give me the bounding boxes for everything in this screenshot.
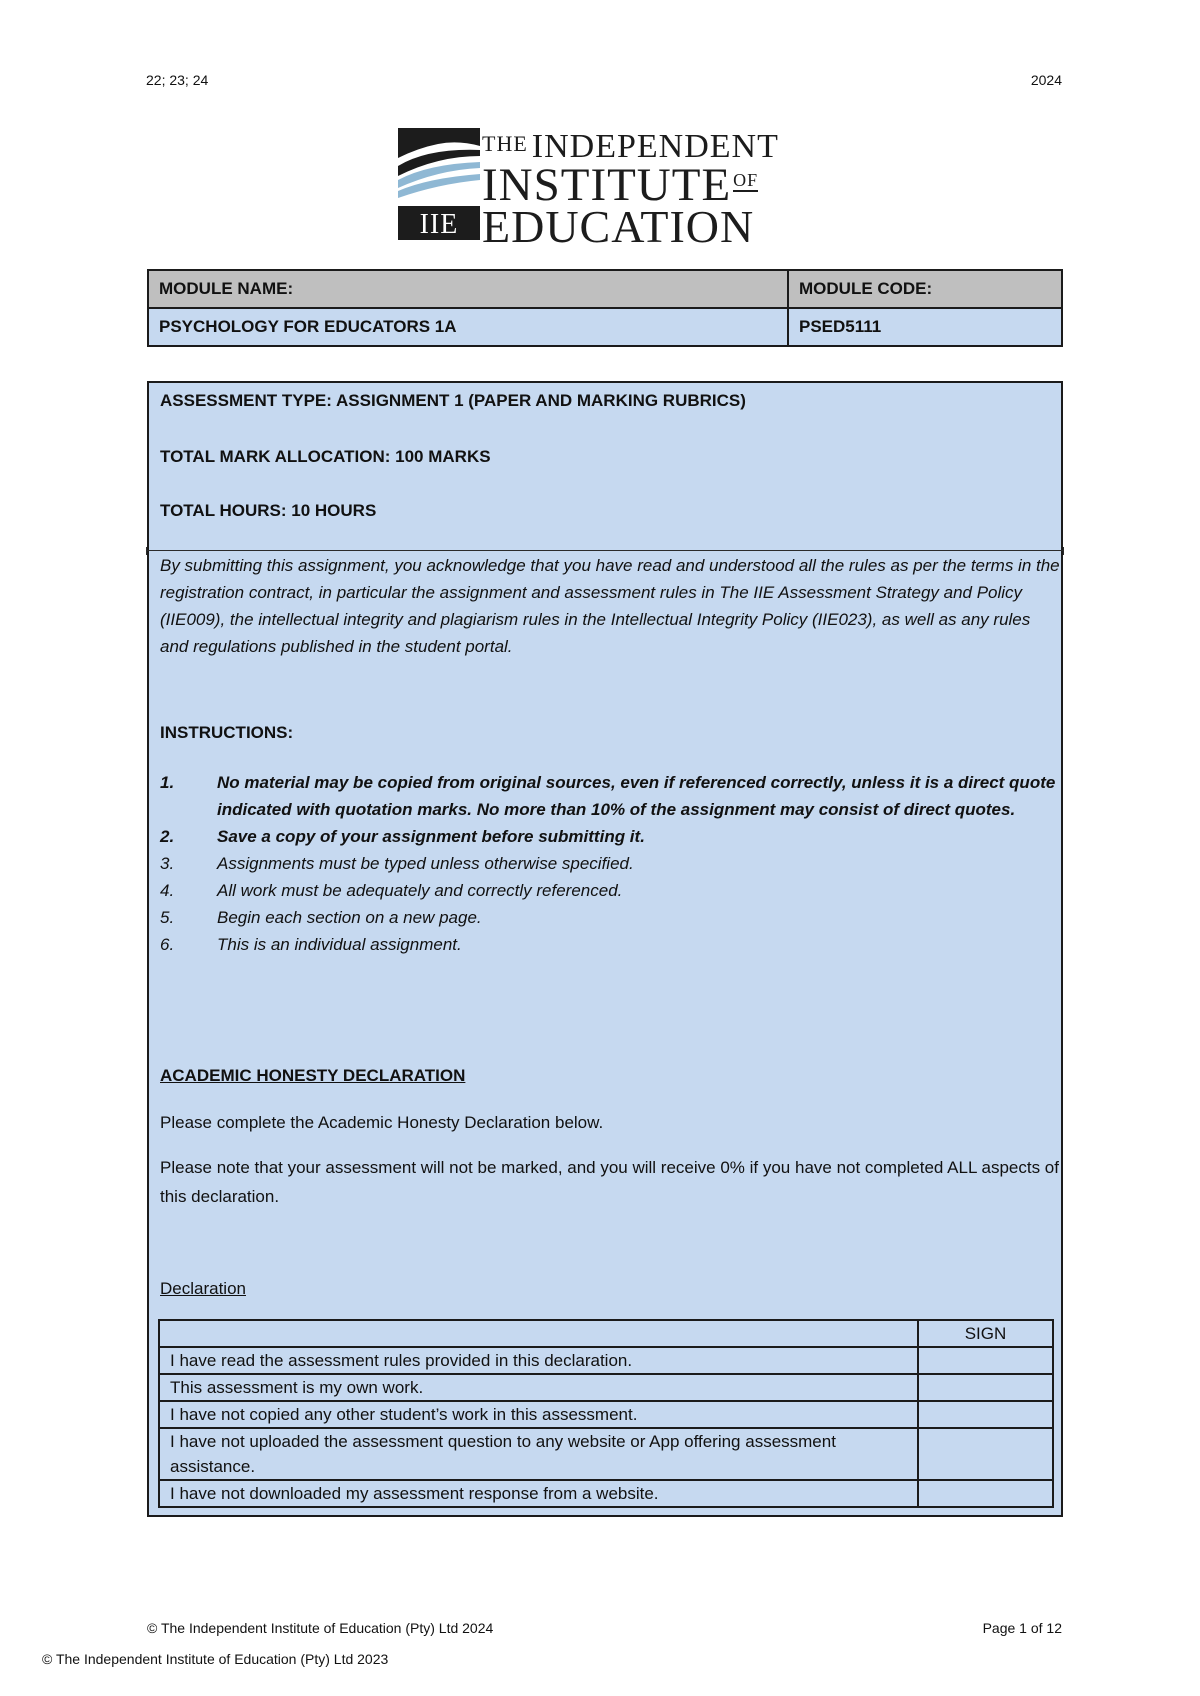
table-row	[159, 1480, 1053, 1507]
instruction-item: 3. Assignments must be typed unless otherwise specified.	[160, 854, 634, 873]
instruction-item: 2. Save a copy of your assignment before submitting it.	[160, 827, 645, 846]
sign-cell[interactable]	[918, 1480, 1053, 1507]
sign-cell[interactable]	[918, 1347, 1053, 1374]
table-row	[159, 1347, 1053, 1374]
module-code-value: PSED5111	[788, 308, 1062, 346]
instruction-item: 5. Begin each section on a new page.	[160, 908, 482, 927]
footer-bottom-copyright: © The Independent Institute of Education (Pty) Ltd 2023	[42, 1651, 389, 1667]
total-hours: TOTAL HOURS: 10 HOURS	[160, 501, 377, 520]
module-name-label: MODULE NAME:	[148, 270, 788, 308]
logo-iie-text: IIE	[419, 209, 459, 240]
instruction-item: 4. All work must be adequately and correctly referenced.	[160, 881, 623, 900]
sign-cell[interactable]	[918, 1374, 1053, 1401]
honesty-paragraph-1: Please complete the Academic Honesty Declaration below.	[160, 1113, 604, 1132]
iie-logo	[398, 128, 810, 252]
sign-cell[interactable]	[918, 1401, 1053, 1428]
module-name-value: PSYCHOLOGY FOR EDUCATORS 1A	[148, 308, 788, 346]
logo-emblem-icon	[398, 128, 480, 240]
section-divider	[146, 550, 1064, 551]
declaration-statement: This assessment is my own work.	[159, 1374, 918, 1401]
table-row	[159, 1320, 1053, 1347]
assessment-box	[147, 381, 1063, 1517]
acknowledgement-text: By submitting this assignment, you acknowledge that you have read and understood all the rules as per the terms in the registration contract, in particular the assignment and assessment rules in The IIE Assessment Strategy and Policy (IIE009), the intellectual integrity and plagiarism rules in the Intellectual Integrity Policy (IIE023), as well as any rules and regulations published in the student portal.	[160, 556, 1060, 656]
declaration-label: Declaration	[160, 1279, 246, 1298]
logo-of: OF	[733, 170, 759, 190]
module-code-label: MODULE CODE:	[788, 270, 1062, 308]
declaration-header-blank	[159, 1320, 918, 1347]
table-row	[159, 1428, 1053, 1480]
total-marks: TOTAL MARK ALLOCATION: 100 MARKS	[160, 447, 491, 466]
sign-header: SIGN	[918, 1320, 1053, 1347]
instructions-heading: INSTRUCTIONS:	[160, 723, 294, 742]
table-row	[159, 1374, 1053, 1401]
instruction-item: 6. This is an individual assignment.	[160, 935, 462, 954]
declaration-statement: I have read the assessment rules provided in this declaration.	[159, 1347, 918, 1374]
declaration-table	[158, 1319, 1054, 1508]
declaration-statement: I have not downloaded my assessment response from a website.	[159, 1480, 918, 1507]
footer-copyright: © The Independent Institute of Education (Pty) Ltd 2024	[147, 1620, 494, 1636]
declaration-statement: I have not copied any other student’s work in this assessment.	[159, 1401, 918, 1428]
logo-independent: INDEPENDENT	[531, 128, 779, 165]
instructions-list	[160, 769, 1060, 958]
instruction-item: 1. No material may be copied from original sources, even if referenced correctly, unless it is a direct quote indicated with quotation marks. No more than 10% of the assignment may consist of direct quotes.	[160, 773, 1056, 819]
header-year: 2024	[1030, 72, 1062, 88]
honesty-paragraph-2: Please note that your assessment will not be marked, and you will receive 0% if you have not completed ALL aspects of this declaration.	[160, 1158, 1059, 1206]
module-info-table	[147, 269, 1063, 347]
assessment-type: ASSESSMENT TYPE: ASSIGNMENT 1 (PAPER AND MARKING RUBRICS)	[160, 391, 746, 410]
logo-education: EDUCATION	[482, 201, 755, 252]
declaration-statement: I have not uploaded the assessment question to any website or App offering assessment assistance.	[159, 1428, 918, 1480]
honesty-heading: ACADEMIC HONESTY DECLARATION	[160, 1066, 466, 1085]
page-number: Page 1 of 12	[982, 1620, 1062, 1636]
logo-institute: INSTITUTE	[482, 159, 732, 211]
table-row	[159, 1401, 1053, 1428]
logo-the: THE	[482, 131, 528, 156]
sign-cell[interactable]	[918, 1428, 1053, 1480]
header-left-text: 22; 23; 24	[146, 72, 209, 88]
